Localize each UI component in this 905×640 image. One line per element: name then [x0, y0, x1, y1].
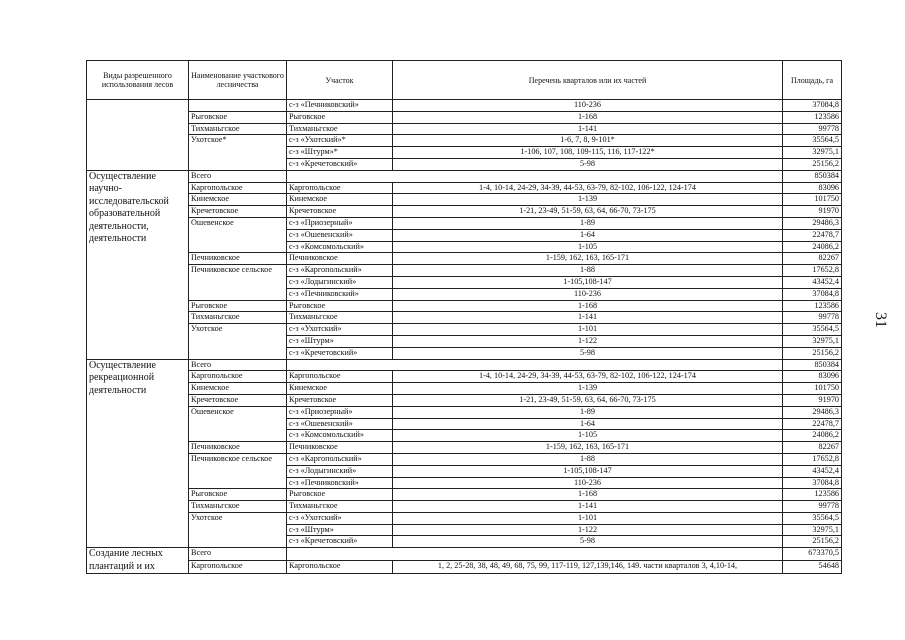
forestry-cell: Ухотское* [189, 135, 287, 170]
forestry-cell: Печниковское сельское [189, 265, 287, 300]
forestry-cell: Кинемское [189, 194, 287, 206]
quarters-cell: 1-141 [393, 501, 783, 513]
area-cell: 35564,5 [783, 135, 842, 147]
quarters-cell: 1-141 [393, 123, 783, 135]
forestry-cell: Каргопольское [189, 561, 287, 574]
header-plot: Участок [287, 61, 393, 100]
table-row-total [87, 359, 842, 371]
plot-cell: Тихманьгское [287, 312, 393, 324]
forestry-cell: Ошевенское [189, 406, 287, 441]
table-row [87, 489, 842, 501]
quarters-cell: 1-105,108-147 [393, 276, 783, 288]
area-cell: 99778 [783, 312, 842, 324]
quarters-cell: 1-101 [393, 324, 783, 336]
use-cell: Осуществление научно-исследовательской образовательной деятельности, деятельности [87, 170, 189, 359]
plot-cell [287, 170, 783, 182]
quarters-cell: 110-236 [393, 100, 783, 112]
table-row [87, 194, 842, 206]
quarters-cell: 1-159, 162, 163, 165-171 [393, 442, 783, 454]
area-cell: 32975,1 [783, 335, 842, 347]
area-cell: 24086,2 [783, 241, 842, 253]
plot-cell: с-з «Печниковский» [287, 100, 393, 112]
quarters-cell: 1-105,108-147 [393, 465, 783, 477]
area-cell: 25156,2 [783, 536, 842, 548]
table-row [87, 100, 842, 112]
forestry-cell: Всего [189, 170, 287, 182]
plot-cell: с-з «Комсомольский» [287, 430, 393, 442]
area-cell: 673370,5 [783, 548, 842, 561]
area-cell: 37084,8 [783, 477, 842, 489]
plot-cell: с-з «Лодыгинский» [287, 465, 393, 477]
forestry-cell: Печниковское сельское [189, 453, 287, 488]
area-cell: 101750 [783, 383, 842, 395]
quarters-cell: 5-98 [393, 158, 783, 170]
area-cell: 850384 [783, 359, 842, 371]
table-row [87, 135, 842, 147]
plot-cell: Каргопольское [287, 371, 393, 383]
area-cell: 83096 [783, 182, 842, 194]
forestry-cell: Ошевенское [189, 217, 287, 252]
area-cell: 123586 [783, 111, 842, 123]
forestry-cell: Ухотское [189, 324, 287, 359]
area-cell: 54648 [783, 561, 842, 574]
plot-cell [287, 548, 783, 561]
area-cell: 101750 [783, 194, 842, 206]
table-row [87, 383, 842, 395]
plot-cell: с-з «Приозерный» [287, 406, 393, 418]
forestry-cell: Печниковское [189, 442, 287, 454]
table-row [87, 442, 842, 454]
quarters-cell: 1-139 [393, 194, 783, 206]
quarters-cell: 1-168 [393, 111, 783, 123]
area-cell: 123586 [783, 300, 842, 312]
plot-cell: Каргопольское [287, 561, 393, 574]
table-row [87, 406, 842, 418]
quarters-cell: 1-64 [393, 418, 783, 430]
area-cell: 91970 [783, 394, 842, 406]
table-row-total [87, 170, 842, 182]
forest-use-table [86, 60, 842, 574]
forestry-cell: Каргопольское [189, 371, 287, 383]
plot-cell: с-з «Приозерный» [287, 217, 393, 229]
area-cell: 43452,4 [783, 276, 842, 288]
table-row [87, 394, 842, 406]
plot-cell: с-з «Лодыгинский» [287, 276, 393, 288]
quarters-cell: 1-89 [393, 217, 783, 229]
quarters-cell: 1-101 [393, 512, 783, 524]
forestry-cell: Кречетовское [189, 394, 287, 406]
table-body [87, 100, 842, 574]
quarters-cell: 1-88 [393, 265, 783, 277]
plot-cell: с-з «Ошевенский» [287, 418, 393, 430]
quarters-cell: 1, 2, 25-28, 38, 48, 49, 68, 75, 99, 117-119, 127,139,146, 149. части кварталов 3, 4,10-14, [393, 561, 783, 574]
plot-cell: с-з «Каргопольский» [287, 453, 393, 465]
plot-cell: с-з «Ошевенский» [287, 229, 393, 241]
area-cell: 17652,8 [783, 265, 842, 277]
area-cell: 32975,1 [783, 147, 842, 159]
area-cell: 37084,8 [783, 100, 842, 112]
forestry-cell [189, 100, 287, 112]
area-cell: 22478,7 [783, 418, 842, 430]
area-cell: 24086,2 [783, 430, 842, 442]
plot-cell: с-з «Ухотский»* [287, 135, 393, 147]
quarters-cell: 5-98 [393, 536, 783, 548]
quarters-cell: 1-21, 23-49, 51-59, 63, 64, 66-70, 73-175 [393, 206, 783, 218]
forestry-cell: Рыговское [189, 111, 287, 123]
table-row [87, 371, 842, 383]
area-cell: 99778 [783, 501, 842, 513]
header-forestry: Наименование участкового лесничества [189, 61, 287, 100]
forestry-cell: Тихманьгское [189, 123, 287, 135]
page-number: 31 [872, 312, 889, 328]
forestry-cell: Кречетовское [189, 206, 287, 218]
quarters-cell: 1-106, 107, 108, 109-115, 116, 117-122* [393, 147, 783, 159]
table-row [87, 206, 842, 218]
quarters-cell: 1-105 [393, 241, 783, 253]
table-row [87, 265, 842, 277]
plot-cell: Кречетовское [287, 394, 393, 406]
plot-cell: с-з «Кречетовский» [287, 536, 393, 548]
plot-cell: с-з «Ухотский» [287, 324, 393, 336]
quarters-cell: 1-122 [393, 524, 783, 536]
quarters-cell: 1-21, 23-49, 51-59, 63, 64, 66-70, 73-175 [393, 394, 783, 406]
quarters-cell: 1-4, 10-14, 24-29, 34-39, 44-53, 63-79, 82-102, 106-122, 124-174 [393, 182, 783, 194]
area-cell: 25156,2 [783, 347, 842, 359]
table-row [87, 182, 842, 194]
quarters-cell: 110-236 [393, 477, 783, 489]
plot-cell: с-з «Кречетовский» [287, 158, 393, 170]
plot-cell: Рыговское [287, 111, 393, 123]
plot-cell: с-з «Печниковский» [287, 288, 393, 300]
plot-cell: с-з «Каргопольский» [287, 265, 393, 277]
plot-cell: с-з «Штурм»* [287, 147, 393, 159]
plot-cell: Каргопольское [287, 182, 393, 194]
plot-cell: Кречетовское [287, 206, 393, 218]
forestry-cell: Всего [189, 548, 287, 561]
forestry-cell: Всего [189, 359, 287, 371]
quarters-cell: 1-122 [393, 335, 783, 347]
area-cell: 25156,2 [783, 158, 842, 170]
forestry-cell: Печниковское [189, 253, 287, 265]
table-header-row [87, 61, 842, 100]
table-row [87, 512, 842, 524]
table-row [87, 111, 842, 123]
area-cell: 37084,8 [783, 288, 842, 300]
table-row [87, 312, 842, 324]
header-quarters: Перечень кварталов или их частей [393, 61, 783, 100]
plot-cell: Печниковское [287, 442, 393, 454]
table-row [87, 561, 842, 574]
use-cell: Создание лесных плантаций и их [87, 548, 189, 574]
table-row [87, 253, 842, 265]
header-use: Виды разрешенного использования лесов [87, 61, 189, 100]
plot-cell: Рыговское [287, 489, 393, 501]
plot-cell: Тихманьгское [287, 501, 393, 513]
table-row-total [87, 548, 842, 561]
table-row [87, 453, 842, 465]
plot-cell: с-з «Кречетовский» [287, 347, 393, 359]
area-cell: 29486,3 [783, 217, 842, 229]
quarters-cell: 1-105 [393, 430, 783, 442]
area-cell: 17652,8 [783, 453, 842, 465]
plot-cell: Кинемское [287, 194, 393, 206]
plot-cell [287, 359, 783, 371]
table-row [87, 324, 842, 336]
forestry-cell: Кинемское [189, 383, 287, 395]
area-cell: 82267 [783, 442, 842, 454]
header-area: Площадь, га [783, 61, 842, 100]
area-cell: 35564,5 [783, 512, 842, 524]
quarters-cell: 1-6, 7, 8, 9-101* [393, 135, 783, 147]
table-row [87, 300, 842, 312]
plot-cell: Тихманьгское [287, 123, 393, 135]
area-cell: 32975,1 [783, 524, 842, 536]
use-cell: Осуществление рекреационной деятельности [87, 359, 189, 548]
quarters-cell: 1-4, 10-14, 24-29, 34-39, 44-53, 63-79, 82-102, 106-122, 124-174 [393, 371, 783, 383]
quarters-cell: 1-139 [393, 383, 783, 395]
quarters-cell: 110-236 [393, 288, 783, 300]
area-cell: 99778 [783, 123, 842, 135]
quarters-cell: 1-89 [393, 406, 783, 418]
plot-cell: Печниковское [287, 253, 393, 265]
forestry-cell: Тихманьгское [189, 312, 287, 324]
area-cell: 43452,4 [783, 465, 842, 477]
plot-cell: Рыговское [287, 300, 393, 312]
quarters-cell: 1-168 [393, 489, 783, 501]
quarters-cell: 1-64 [393, 229, 783, 241]
area-cell: 850384 [783, 170, 842, 182]
table-row [87, 123, 842, 135]
plot-cell: с-з «Комсомольский» [287, 241, 393, 253]
table-row [87, 217, 842, 229]
quarters-cell: 1-168 [393, 300, 783, 312]
area-cell: 29486,3 [783, 406, 842, 418]
forestry-cell: Тихманьгское [189, 501, 287, 513]
forestry-cell: Рыговское [189, 300, 287, 312]
area-cell: 83096 [783, 371, 842, 383]
quarters-cell: 1-141 [393, 312, 783, 324]
plot-cell: Кинемское [287, 383, 393, 395]
area-cell: 91970 [783, 206, 842, 218]
quarters-cell: 1-159, 162, 163, 165-171 [393, 253, 783, 265]
plot-cell: с-з «Ухотский» [287, 512, 393, 524]
table-row [87, 501, 842, 513]
area-cell: 82267 [783, 253, 842, 265]
area-cell: 35564,5 [783, 324, 842, 336]
forestry-cell: Каргопольское [189, 182, 287, 194]
forestry-cell: Ухотское [189, 512, 287, 547]
plot-cell: с-з «Штурм» [287, 335, 393, 347]
area-cell: 22478,7 [783, 229, 842, 241]
quarters-cell: 1-88 [393, 453, 783, 465]
plot-cell: с-з «Штурм» [287, 524, 393, 536]
area-cell: 123586 [783, 489, 842, 501]
forestry-cell: Рыговское [189, 489, 287, 501]
plot-cell: с-з «Печниковский» [287, 477, 393, 489]
quarters-cell: 5-98 [393, 347, 783, 359]
use-cell [87, 100, 189, 171]
